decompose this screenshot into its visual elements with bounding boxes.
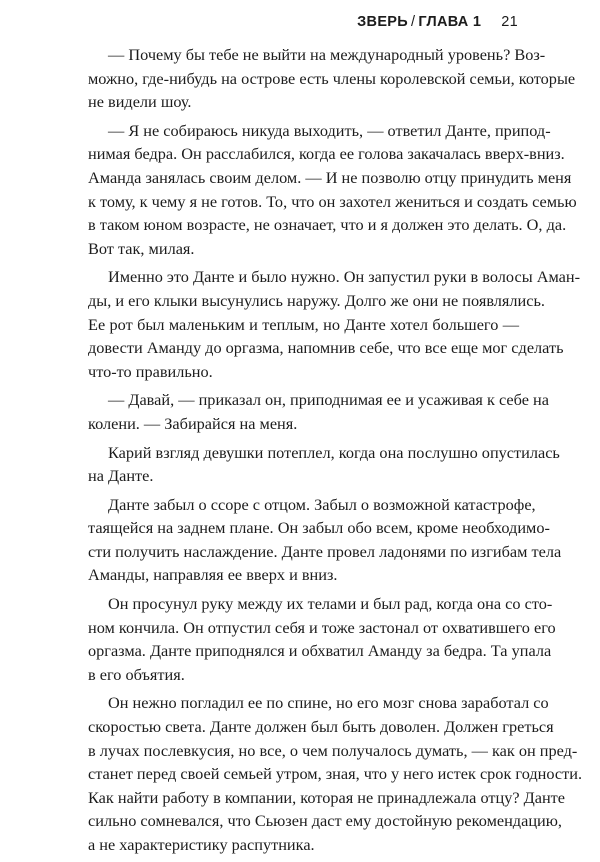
chapter-label: ГЛАВА 1	[418, 14, 482, 30]
text-line: таящейся на заднем плане. Он забыл обо всем, кроме необходимо-	[88, 518, 550, 538]
text-line: к тому, к чему я не готов. То, что он захотел жениться и создать семью	[88, 191, 577, 211]
text-line: Он просунул руку между их телами и был рад, когда она со сто-	[108, 594, 553, 614]
text-line: нимая бедра. Он расслабился, когда ее голова закачалась вверх-вниз.	[88, 144, 565, 164]
text-line: Как найти работу в компании, которая не принадлежала отцу? Данте	[88, 787, 566, 807]
body-text	[88, 43, 583, 862]
text-line: на Данте.	[88, 466, 154, 486]
paragraph	[88, 388, 549, 435]
text-line: ды, и его клыки высунулись наружу. Долго же они не появлялись.	[88, 290, 545, 310]
text-line: не видели шоу.	[88, 92, 192, 112]
text-line: Карий взгляд девушки потеплел, когда она послушно опустилась	[108, 442, 560, 462]
text-line: в лучах послевкусия, но все, о чем получалось думать, — как он пред-	[88, 740, 578, 760]
text-line: а не характеристику распутника.	[88, 835, 315, 854]
text-line: что-то правильно.	[88, 361, 213, 381]
paragraph	[88, 43, 576, 114]
text-line: Данте забыл о ссоре с отцом. Забыл о возможной катастрофе,	[108, 494, 536, 514]
text-line: в таком юном возрасте, не означает, что и я должен это делать. О, да.	[88, 215, 567, 235]
text-line: — Почему бы тебе не выйти на международный уровень? Воз-	[108, 45, 546, 64]
paragraph	[88, 691, 583, 856]
text-line: Именно это Данте и было нужно. Он запустил руки в волосы Аман-	[108, 267, 581, 287]
text-line: сильно сомневался, что Сьюзен даст ему достойную рекомендацию,	[88, 811, 562, 831]
text-line: в его объятия.	[88, 664, 185, 684]
paragraph	[88, 265, 581, 383]
text-line: Аманда занялась своим делом. — И не позволю отцу принудить меня	[88, 167, 572, 187]
text-line: Аманды, направляя ее вверх и вниз.	[88, 565, 338, 585]
running-head-separator: /	[411, 14, 416, 30]
text-line: довести Аманду до оргазма, напомнив себе, что все еще мог сделать	[88, 338, 564, 358]
book-title: ЗВЕРЬ	[357, 14, 408, 30]
text-line: сти получить наслаждение. Данте провел ладонями по изгибам тела	[88, 541, 562, 561]
text-line: Он нежно погладил ее по спине, но его мозг снова заработал со	[108, 693, 549, 713]
paragraph	[88, 493, 562, 587]
page-number: 21	[501, 14, 518, 30]
text-line: ном кончила. Он отпустил себя и тоже застонал от охватившего его	[88, 617, 556, 637]
text-line: Вот так, милая.	[88, 238, 195, 258]
paragraph	[88, 119, 577, 261]
paragraph	[88, 441, 560, 488]
running-head	[357, 14, 518, 30]
paragraph	[88, 592, 556, 686]
text-line: оргазма. Данте приподнялся и обхватил Аманду за бедра. Та упала	[88, 641, 552, 661]
text-line: — Давай, — приказал он, приподнимая ее и усаживая к себе на	[108, 390, 549, 410]
text-line: колени. — Забирайся на меня.	[88, 413, 298, 433]
text-line: — Я не собираюсь никуда выходить, — ответил Данте, припод-	[108, 120, 551, 140]
text-line: скоростью света. Данте должен был быть доволен. Должен греться	[88, 717, 554, 737]
text-line: можно, где-нибудь на острове есть члены королевской семьи, которые	[88, 68, 576, 88]
text-line: станет перед своей семьей утром, зная, что у него истек срок годности.	[88, 764, 583, 784]
text-line: Ее рот был маленьким и теплым, но Данте хотел большего —	[88, 314, 519, 334]
